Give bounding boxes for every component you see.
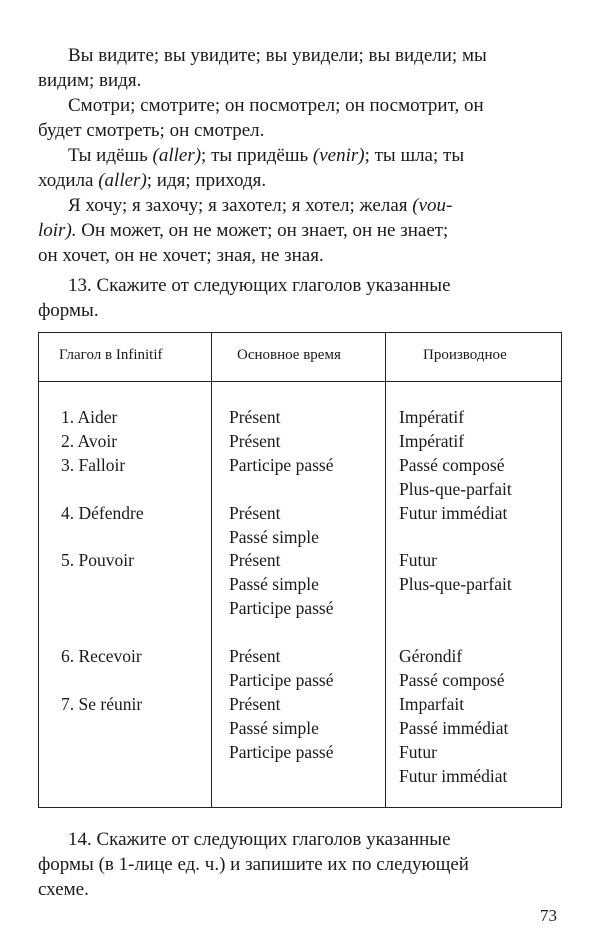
italic-verb: (aller) (152, 145, 202, 166)
exercise-13-heading: 13. Скажите от следующих глаголов указанные (68, 275, 451, 296)
text-line: Вы видите; вы увидите; вы увидели; вы видели; мы (68, 45, 487, 66)
tense-cell: Passé simple (229, 527, 319, 547)
derived-cell: Futur (399, 742, 437, 762)
derived-cell: Futur (399, 550, 437, 570)
header-derived: Производное (423, 347, 507, 363)
italic-verb: (aller) (98, 170, 147, 191)
text-run: Ты идёшь (68, 145, 153, 166)
italic-verb: loir). (38, 220, 77, 241)
exercise-13-heading: формы. (38, 300, 99, 321)
tense-cell: Participe passé (229, 455, 334, 475)
tense-cell: Présent (229, 646, 281, 666)
text-line: Смотри; смотрите; он посмотрел; он посмотрит, он (68, 95, 484, 116)
exercise-14-text: формы (в 1-лице ед. ч.) и запишите их по следующей (38, 854, 469, 875)
derived-cell: Impératif (399, 407, 465, 427)
derived-cell: Plus-que-parfait (399, 479, 512, 499)
text-line (68, 145, 464, 167)
conjugation-table (38, 332, 562, 808)
text-line: видим; видя. (38, 70, 142, 91)
header-divider (39, 381, 561, 382)
header-main-tense: Основное время (237, 347, 341, 363)
column-divider (211, 333, 212, 807)
text-line (68, 195, 452, 217)
text-line: будет смотреть; он смотрел. (38, 120, 265, 141)
text-line: он хочет, он не хочет; зная, не зная. (38, 245, 324, 266)
tense-cell: Présent (229, 503, 281, 523)
derived-cell: Passé composé (399, 670, 505, 690)
tense-cell: Présent (229, 431, 281, 451)
tense-cell: Présent (229, 694, 281, 714)
verb-cell: 6. Recevoir (61, 646, 142, 666)
text-line (38, 220, 448, 242)
derived-cell: Imparfait (399, 694, 465, 714)
derived-cell: Futur immédiat (399, 503, 508, 523)
column-divider (385, 333, 386, 807)
tense-cell: Présent (229, 407, 281, 427)
derived-cell: Passé composé (399, 455, 505, 475)
verb-cell: 2. Avoir (61, 431, 118, 451)
verb-cell: 4. Défendre (61, 503, 144, 523)
tense-cell: Participe passé (229, 670, 334, 690)
derived-cell: Impératif (399, 431, 465, 451)
tense-cell: Participe passé (229, 742, 334, 762)
exercise-14-heading: 14. Скажите от следующих глаголов указанные (68, 829, 451, 850)
verb-cell: 5. Pouvoir (61, 550, 134, 570)
text-line (38, 170, 266, 192)
header-infinitive: Глагол в Infinitif (59, 347, 163, 363)
text-run: Он может, он не может; он знает, он не знает; (76, 220, 449, 241)
text-run: ; идя; приходя. (146, 170, 267, 191)
exercise-14-text: схеме. (38, 879, 89, 900)
text-run: ходила (38, 170, 99, 191)
text-run: ; ты придёшь (201, 145, 313, 166)
tense-cell: Participe passé (229, 598, 334, 618)
italic-verb: (venir) (312, 145, 365, 166)
tense-cell: Passé simple (229, 574, 319, 594)
text-run: Я хочу; я захочу; я захотел; я хотел; желая (68, 195, 413, 216)
tense-cell: Présent (229, 550, 281, 570)
verb-cell: 1. Aider (61, 407, 118, 427)
derived-cell: Gérondif (399, 646, 463, 666)
derived-cell: Plus-que-parfait (399, 574, 512, 594)
derived-cell: Futur immédiat (399, 766, 508, 786)
page-number: 73 (540, 906, 557, 925)
text-run: ; ты шла; ты (364, 145, 465, 166)
tense-cell: Passé simple (229, 718, 319, 738)
verb-cell: 3. Falloir (61, 455, 126, 475)
italic-verb: (vou- (412, 195, 453, 216)
derived-cell: Passé immédiat (399, 718, 509, 738)
verb-cell: 7. Se réunir (61, 694, 143, 714)
